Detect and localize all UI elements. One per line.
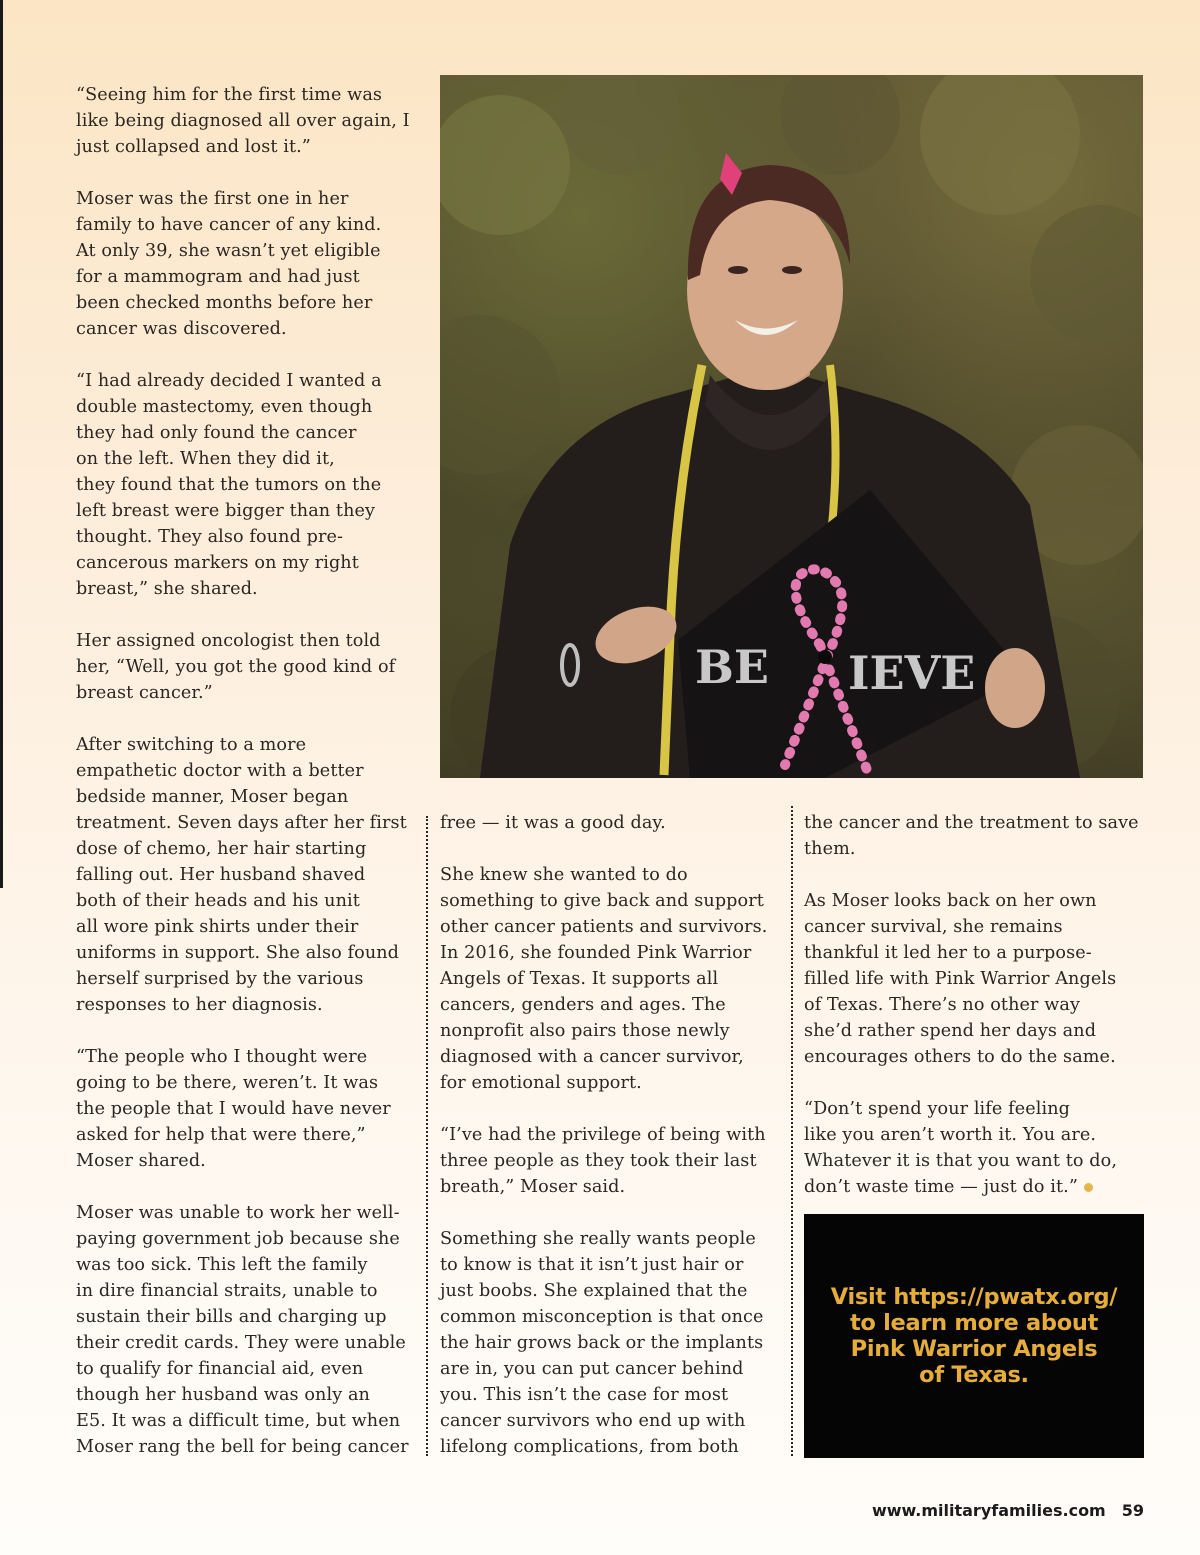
paragraph: Her assigned oncologist then told her, “Well, you got the good kind of breast cancer.” [76,631,396,703]
article-column-2 [440,810,785,1460]
paragraph: Something she really wants people to know is that it isn’t just hair or just boobs. She explained that the common misconception is that once the hair grows back or the implants are in, you can put cancer behind you. This isn’t the case for most cancer survivors who end up with lifelong complications, from both [440,1229,764,1457]
left-edge-rule [0,0,3,888]
photo-illustration [440,75,1143,778]
end-mark-icon [1084,1183,1093,1192]
paragraph: “Seeing him for the first time was like being diagnosed all over again, I just collapsed and lost it.” [76,85,410,157]
paragraph: the cancer and the treatment to save them. [804,813,1139,859]
article-column-3 [804,810,1149,1200]
column-divider [426,816,428,1456]
paragraph: “I had already decided I wanted a double mastectomy, even though they had only found the cancer on the left. When they did it, they found that the tumors on the left breast were bigger than they thought. They also found pre- cancerous markers on my right breast,” she shared. [76,371,382,599]
paragraph: Moser was unable to work her well- paying government job because she was too sick. This left the family in dire financial straits, unable to sustain their bills and charging up their credit cards. They were unable to qualify for financial aid, even though her husband was only an E5. It was a difficult time, but when Moser rang the bell for being cancer [76,1203,409,1457]
paragraph: As Moser looks back on her own cancer survival, she remains thankful it led her to a purpose- filled life with Pink Warrior Angels of Texas. There’s no other way she’d rather spend her days and encourages others to do the same. [804,891,1117,1067]
column-divider [791,806,793,1456]
feature-photo [440,75,1143,778]
article-column-1 [76,82,426,1460]
paragraph: Moser was the first one in her family to have cancer of any kind. At only 39, she wasn’t yet eligible for a mammogram and had just been checked months before her cancer was discovered. [76,189,382,339]
paragraph: She knew she wanted to do something to give back and support other cancer patients and survivors. In 2016, she founded Pink Warrior Angels of Texas. It supports all cancers, genders and ages. The nonprofit also pairs those newly diagnosed with a cancer survivor, for emotional support. [440,865,768,1093]
paragraph-final [804,1096,1149,1200]
footer-url: www.militaryfamilies.com [871,1501,1106,1520]
page-number: 59 [1121,1501,1144,1520]
paragraph: After switching to a more empathetic doctor with a better bedside manner, Moser began treatment. Seven days after her first dose of chemo, her hair starting falling out. Her husband shaved both of their heads and his unit all wore pink shirts under their uniforms in support. She also found herself surprised by the various responses to her diagnosis. [76,735,407,1015]
cap-text-left: BE [695,640,769,694]
closing-quote: “Don’t spend your life feeling like you aren’t worth it. You are. Whatever it is that you want to do, don’t waste time — just do it.” [804,1099,1118,1197]
page-footer [872,1501,1144,1520]
callout-box [804,1214,1144,1458]
cap-text-right: IEVE [848,646,976,700]
callout-text: Visit https://pwatx.org/ to learn more about Pink Warrior Angels of Texas. [830,1284,1118,1388]
paragraph: “The people who I thought were going to be there, weren’t. It was the people that I would have never asked for help that were there,” Moser shared. [76,1047,391,1171]
paragraph: free — it was a good day. [440,813,666,833]
paragraph: “I’ve had the privilege of being with three people as they took their last breath,” Moser said. [440,1125,766,1197]
